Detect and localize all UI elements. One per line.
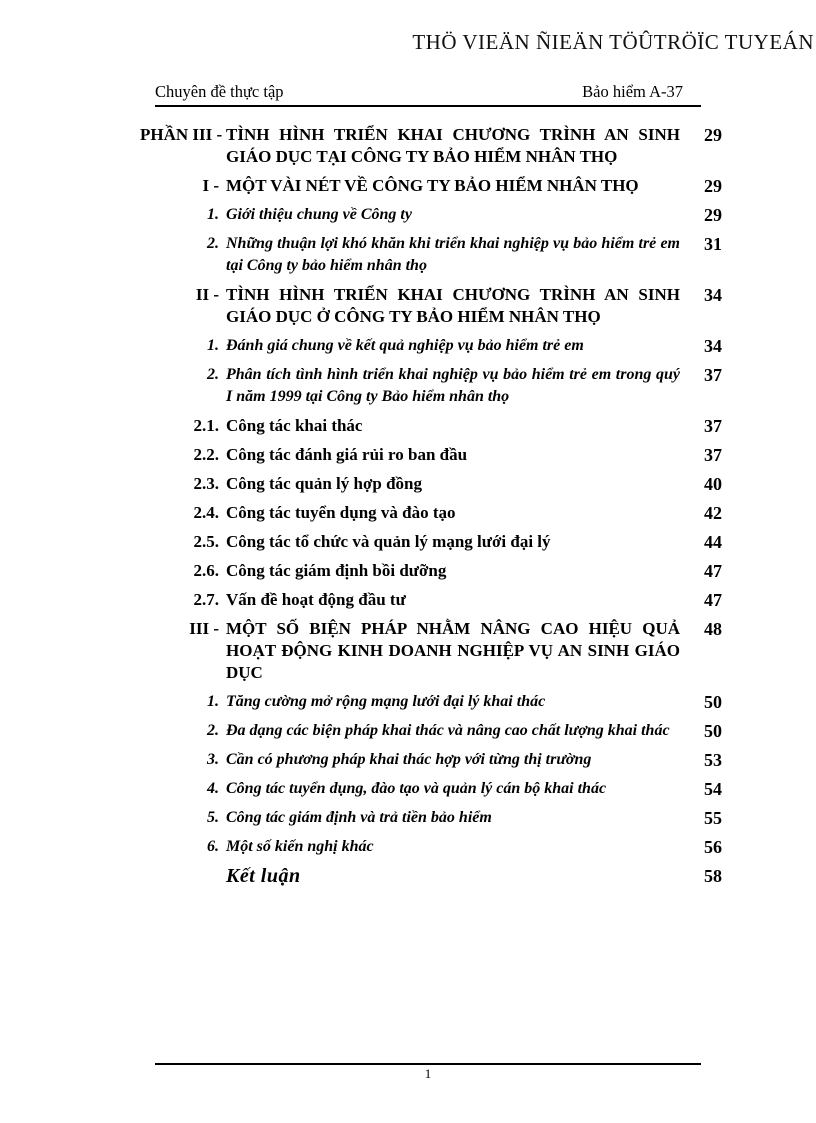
toc-row	[140, 124, 722, 168]
toc-entry-label: 4.	[207, 780, 219, 797]
toc-entry-title: Công tác tuyển dụng và đào tạo	[226, 503, 456, 522]
toc-entry-label: 2.6.	[193, 561, 219, 580]
toc-entry-label: 2.	[207, 366, 219, 383]
toc-entry-page: 50	[704, 721, 722, 741]
toc-entry-label: 2.2.	[193, 445, 219, 464]
footer-page-number: 1	[424, 1066, 432, 1081]
toc-entry-title: Đa dạng các biện pháp khai thác và nâng cao chất lượng khai thác	[226, 722, 670, 739]
toc-entry-page: 53	[704, 750, 722, 770]
running-header	[155, 82, 701, 107]
toc-row	[140, 415, 722, 437]
toc-entry-title: Tăng cường mở rộng mạng lưới đại lý khai thác	[226, 693, 546, 710]
toc-row	[140, 691, 722, 713]
toc-entry-page: 40	[704, 474, 722, 494]
toc-entry-label: 2.	[207, 722, 219, 739]
toc-row	[140, 560, 722, 582]
watermark-title: THÖ VIEÄN ÑIEÄN TÖÛTRÖÏC TUYEÁN	[412, 30, 814, 54]
toc-entry-label: 1.	[207, 337, 219, 354]
toc-entry-title: Những thuận lợi khó khăn khi triển khai nghiệp vụ bảo hiểm trẻ em tại Công ty bảo hiểm nhân thọ	[226, 235, 680, 274]
toc-entry-label: PHẦN III -	[140, 125, 223, 144]
toc-entry-title: Công tác giám định và trả tiền bảo hiểm	[226, 809, 492, 826]
toc-row	[140, 618, 722, 684]
toc-entry-label: 2.7.	[193, 590, 219, 609]
toc-entry-page: 31	[704, 234, 722, 254]
toc-row	[140, 204, 722, 226]
toc-entry-page: 56	[704, 837, 722, 857]
toc	[140, 124, 722, 894]
toc-entry-title: Giới thiệu chung về Công ty	[226, 206, 412, 223]
toc-row	[140, 175, 722, 197]
toc-row	[140, 284, 722, 328]
toc-entry-page: 29	[704, 176, 722, 196]
toc-entry-label: 6.	[207, 838, 219, 855]
toc-entry-title: Phân tích tình hình triển khai nghiệp vụ bảo hiểm trẻ em trong quý I năm 1999 tại Công ty Bảo hiểm nhân thọ	[226, 366, 680, 405]
toc-entry-page: 54	[704, 779, 722, 799]
toc-row	[140, 836, 722, 858]
toc-entry-label: 2.5.	[193, 532, 219, 551]
toc-entry-page: 34	[704, 285, 722, 305]
toc-entry-page: 44	[704, 532, 722, 552]
toc-row	[140, 589, 722, 611]
toc-entry-title: Vấn đề hoạt động đầu tư	[226, 590, 406, 609]
toc-row	[140, 720, 722, 742]
header-right-text: Bảo hiểm A-37	[582, 82, 683, 101]
toc-row	[140, 531, 722, 553]
footer-rule	[155, 1063, 701, 1082]
toc-entry-page: 37	[704, 445, 722, 465]
toc-entry-title: Công tác tuyển dụng, đào tạo và quản lý cán bộ khai thác	[226, 780, 607, 797]
toc-entry-title: Đánh giá chung về kết quả nghiệp vụ bảo hiểm trẻ em	[226, 337, 584, 354]
toc-entry-page: 29	[704, 125, 722, 145]
toc-entry-label: 2.3.	[193, 474, 219, 493]
toc-entry-page: 42	[704, 503, 722, 523]
toc-row	[140, 865, 722, 887]
toc-entry-label: 5.	[207, 809, 219, 826]
toc-entry-page: 47	[704, 590, 722, 610]
toc-entry-label: 1.	[207, 206, 219, 223]
toc-entry-title: Công tác quản lý hợp đồng	[226, 474, 423, 493]
toc-entry-label: 1.	[207, 693, 219, 710]
toc-entry-page: 34	[704, 336, 722, 356]
header-left-text: Chuyên đề thực tập	[155, 82, 284, 101]
toc-entry-label: 2.4.	[193, 503, 219, 522]
toc-entry-page: 55	[704, 808, 722, 828]
toc-entry-title: Một số kiến nghị khác	[226, 838, 374, 855]
toc-entry-title: Công tác tổ chức và quản lý mạng lưới đại lý	[226, 532, 551, 551]
toc-entry-page: 37	[704, 365, 722, 385]
toc-row	[140, 749, 722, 771]
toc-entry-title: Công tác giám định bồi dưỡng	[226, 561, 447, 580]
toc-entry-page: 50	[704, 692, 722, 712]
toc-row	[140, 502, 722, 524]
toc-entry-label: 3.	[207, 751, 219, 768]
toc-entry-page: 48	[704, 619, 722, 639]
toc-row	[140, 364, 722, 408]
toc-row	[140, 778, 722, 800]
toc-row	[140, 444, 722, 466]
toc-entry-label: I -	[202, 176, 219, 195]
toc-entry-title: Công tác đánh giá rủi ro ban đầu	[226, 445, 468, 464]
toc-entry-page: 37	[704, 416, 722, 436]
toc-entry-title: Công tác khai thác	[226, 416, 363, 435]
toc-entry-page: 58	[704, 866, 722, 886]
toc-entry-label: II -	[195, 285, 219, 304]
toc-entry-label: III -	[189, 619, 219, 638]
toc-entry-page: 47	[704, 561, 722, 581]
toc-entry-title: TÌNH HÌNH TRIỂN KHAI CHƯƠNG TRÌNH AN SINH GIÁO DỤC TẠI CÔNG TY BẢO HIỂM NHÂN THỌ	[226, 125, 680, 166]
toc-entry-page: 29	[704, 205, 722, 225]
toc-entry-title: Cần có phương pháp khai thác hợp với từng thị trường	[226, 751, 592, 768]
toc-entry-title: MỘT SỐ BIỆN PHÁP NHẰM NÂNG CAO HIỆU QUẢ HOẠT ĐỘNG KINH DOANH NGHIỆP VỤ AN SINH GIÁO DỤC	[226, 619, 680, 682]
toc-entry-title: MỘT VÀI NÉT VỀ CÔNG TY BẢO HIỂM NHÂN THỌ	[226, 176, 639, 195]
toc-entry-title: TÌNH HÌNH TRIỂN KHAI CHƯƠNG TRÌNH AN SINH GIÁO DỤC Ở CÔNG TY BẢO HIỂM NHÂN THỌ	[226, 285, 680, 326]
toc-entry-title: Kết luận	[226, 865, 301, 887]
toc-entry-label: 2.1.	[193, 416, 219, 435]
toc-row	[140, 335, 722, 357]
toc-row	[140, 233, 722, 277]
toc-row	[140, 807, 722, 829]
toc-row	[140, 473, 722, 495]
toc-entry-label: 2.	[207, 235, 219, 252]
